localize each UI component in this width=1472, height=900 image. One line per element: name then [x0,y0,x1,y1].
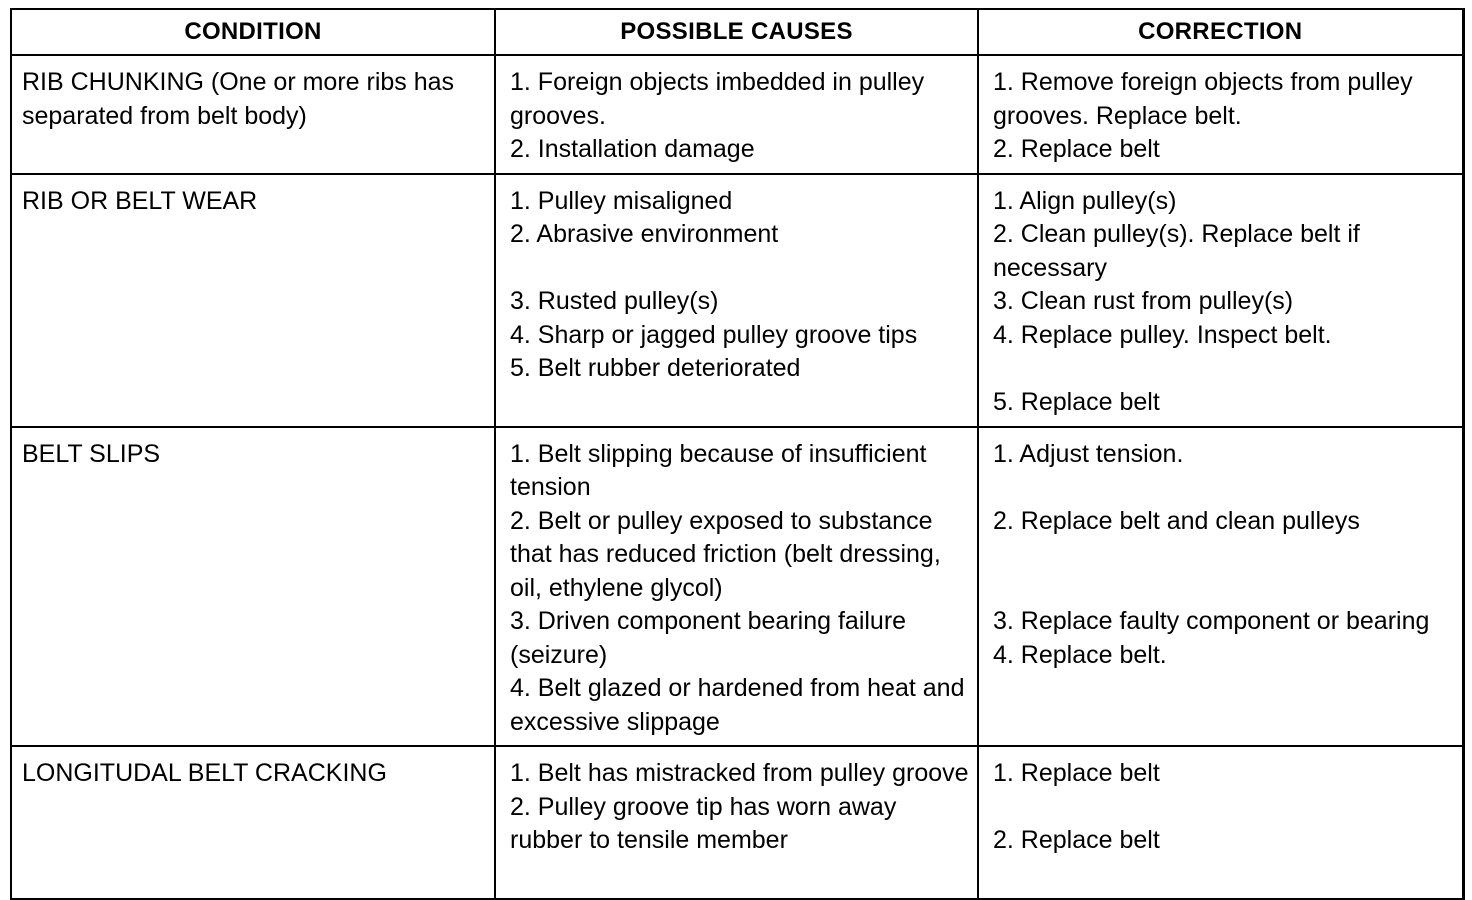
causes-cell [495,174,978,427]
condition-text: RIB CHUNKING (One or more ribs has separated from belt body) [22,68,455,130]
cause-item: 1. Pulley misaligned [510,186,733,215]
condition-cell [11,55,495,174]
condition-cell [11,746,495,899]
header-condition: CONDITION [11,9,495,55]
cause-item: 2. Belt or pulley exposed to substance that has reduced friction (belt dressing, oil, ethylene glycol) [510,506,941,602]
line-spacer [993,791,1456,825]
line-spacer [993,572,1456,606]
correction-cell [978,55,1463,174]
condition-text: RIB OR BELT WEAR [22,186,258,215]
correction-item: 3. Replace faulty component or bearing [993,607,1430,635]
condition-cell [11,174,495,427]
table-header [11,9,1463,55]
cause-item: 2. Installation damage [510,135,755,163]
causes-cell [495,427,978,747]
header-row [11,9,1463,55]
line-spacer [993,471,1456,505]
correction-item: 4. Replace pulley. Inspect belt. [993,320,1332,349]
cause-item: 2. Pulley groove tip has worn away rubber to tensile member [510,792,897,854]
cause-item: 4. Belt glazed or hardened from heat and excessive slippage [510,674,965,736]
correction-item: 1. Adjust tension. [993,439,1184,468]
line-spacer [510,252,971,286]
cause-item: 4. Sharp or jagged pulley groove tips [510,320,918,349]
belt-diagnosis-table [10,8,1465,900]
table-row [11,746,1463,899]
table-row [11,174,1463,427]
correction-item: 2. Replace belt [993,135,1160,163]
correction-item: 2. Clean pulley(s). Replace belt if necessary [993,220,1360,282]
cause-item: 2. Abrasive environment [510,220,779,248]
correction-item: 1. Remove foreign objects from pulley grooves. Replace belt. [993,68,1413,130]
correction-cell [978,427,1463,747]
condition-text: BELT SLIPS [22,439,161,468]
correction-item: 2. Replace belt and clean pulleys [993,506,1360,535]
cause-item: 1. Foreign objects imbedded in pulley grooves. [510,68,925,130]
correction-item: 1. Align pulley(s) [993,186,1177,215]
correction-item: 5. Replace belt [993,387,1160,416]
cause-item: 3. Driven component bearing failure (seizure) [510,607,907,669]
cause-item: 1. Belt has mistracked from pulley groove [510,759,969,787]
correction-item: 4. Replace belt. [993,640,1167,669]
correction-item: 3. Clean rust from pulley(s) [993,287,1294,315]
condition-text: LONGITUDAL BELT CRACKING [22,759,387,787]
line-spacer [993,352,1456,386]
line-spacer [993,538,1456,572]
table-row [11,427,1463,747]
correction-item: 1. Replace belt [993,759,1160,787]
cause-item: 5. Belt rubber deteriorated [510,354,801,382]
diagnosis-table-container [10,8,1462,882]
causes-cell [495,746,978,899]
correction-cell [978,746,1463,899]
header-possible-causes: POSSIBLE CAUSES [495,9,978,55]
correction-cell [978,174,1463,427]
table-row [11,55,1463,174]
correction-item: 2. Replace belt [993,826,1160,854]
header-correction: CORRECTION [978,9,1463,55]
cause-item: 3. Rusted pulley(s) [510,287,719,315]
condition-cell [11,427,495,747]
causes-cell [495,55,978,174]
cause-item: 1. Belt slipping because of insufficient tension [510,439,927,501]
